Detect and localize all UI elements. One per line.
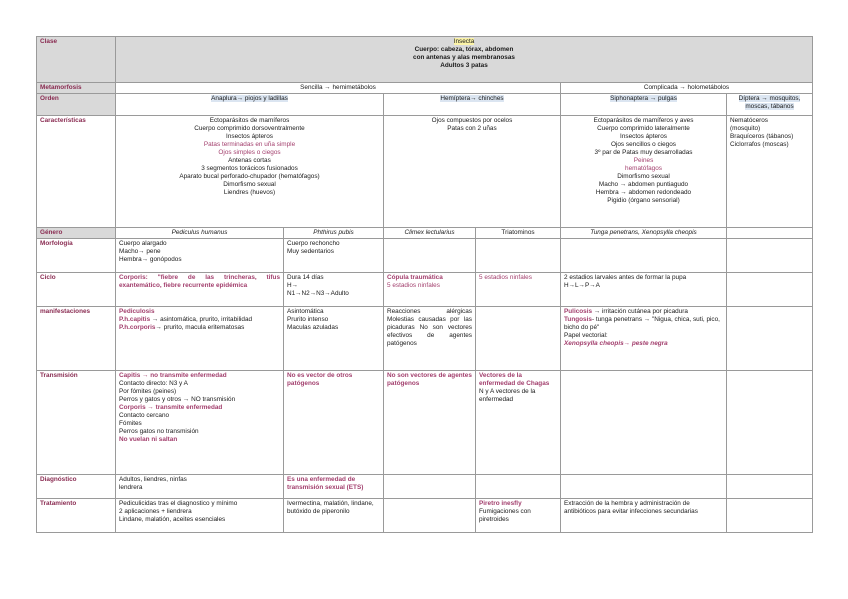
orden-anoplura: Anaplura→ piojos y ladillas <box>211 95 288 102</box>
list-line: Patas terminadas en uña simple <box>203 141 296 148</box>
list-line: H→ <box>287 282 299 289</box>
trans-triatominos <box>476 371 561 475</box>
row-transmision <box>37 371 813 475</box>
trans-capitis: Capitis → no transmite enfermedad <box>119 372 227 379</box>
orden-hemiptera: Hemíptera→ chinches <box>440 95 504 102</box>
ciclo-climex <box>384 273 476 307</box>
list-line: Pigidio (órgano sensorial) <box>607 197 680 204</box>
row-label-caracteristicas: Características <box>37 116 116 228</box>
list-line: Braquíceros (tábanos) <box>730 133 794 140</box>
list-line: Dimorfismo sexual <box>617 173 670 180</box>
manif-pulicosis-text: → irritación cutánea por picadura <box>592 308 688 315</box>
list-line: Macho → abdomen puntiagudo <box>598 181 689 188</box>
trat-tunga: Extracción de la hembra y administración de antibióticos para evitar infecciones secundarias <box>561 499 727 533</box>
clase-line2: con antenas y alas membranosas <box>413 54 515 61</box>
caract-anoplura <box>116 116 384 228</box>
ciclo-pediculus: Corporis: "fiebre de las trincheras, tifus exantemático, fiebre recurrente epidémica <box>116 273 284 307</box>
trat-pediculus <box>116 499 284 533</box>
row-label-manifestaciones: manifestaciones <box>37 307 116 371</box>
trat-piretro: Piretro inesfly <box>479 500 522 507</box>
list-line: Cuerpo alargado <box>119 240 167 247</box>
morfologia-phthirus <box>284 239 384 273</box>
list-line: Por fómites (peines) <box>119 388 177 395</box>
diag-phthirus: Es una enfermedad de transmisión sexual (ETS) <box>284 475 384 499</box>
row-label-diagnostico: Diagnóstico <box>37 475 116 499</box>
caract-siphonaptera <box>561 116 727 228</box>
metamorfosis-complicada: Complicada → holometábolos <box>561 83 813 94</box>
list-line: Ciclorrafos (moscas) <box>730 141 789 148</box>
list-line: Adultos, liendres, ninfas <box>119 476 187 483</box>
list-line: (mosquito) <box>730 125 761 132</box>
list-line: Ojos sencillos o ciegos <box>610 141 676 148</box>
row-metamorfosis <box>37 83 813 94</box>
list-line: Ojos compuestos por ocelos <box>431 117 513 124</box>
list-line: H→L→P→A <box>564 282 600 289</box>
list-line: Aparato bucal perforado-chupador (hematófagos) <box>179 173 320 180</box>
list-line: Maculas azuladas <box>287 324 339 331</box>
list-line: Dura 14 días <box>287 274 324 281</box>
list-line: Muy sedentarios <box>287 248 334 255</box>
list-line: lendrera <box>119 484 143 491</box>
list-line: Asintomática <box>287 308 324 315</box>
list-line: Ectoparásitos de mamíferos y aves <box>593 117 694 124</box>
ciclo-climex-b: 5 estadios ninfales <box>387 282 440 289</box>
row-diagnostico <box>37 475 813 499</box>
notes-table-sheet <box>36 36 812 533</box>
manif-pediculus-title: Pediculosis <box>119 308 155 315</box>
list-line: Pediculicidas tras el diagnostico y mínimo <box>119 500 238 507</box>
manif-phthirus <box>284 307 384 371</box>
clase-title: Insecta <box>453 38 475 45</box>
manif-capitis-text: → asintomática, prurito, irritabilidad <box>150 316 253 323</box>
trans-pediculus <box>116 371 284 475</box>
diag-pediculus <box>116 475 284 499</box>
row-label-clase: Clase <box>37 37 116 83</box>
list-line: Peines <box>633 157 654 164</box>
list-line: Hembra→ gonópodos <box>119 256 182 263</box>
list-line: Nematóceros <box>730 117 769 124</box>
manif-corporis-text: → prurito, macula eritematosas <box>155 324 245 331</box>
list-line: Cuerpo rechoncho <box>287 240 340 247</box>
trans-chagas: Vectores de la enfermedad de Chagas <box>479 372 550 387</box>
row-label-tratamiento: Tratamiento <box>37 499 116 533</box>
list-line: Cuerpo comprimido dorsoventralmente <box>194 125 305 132</box>
list-line: Insectos ápteros <box>620 133 667 140</box>
list-line: N1→N2→N3→Adulto <box>287 290 349 297</box>
trat-phthirus: Ivermectina, malatión, lindane, butóxido de piperonilo <box>284 499 384 533</box>
trans-phthirus: No es vector de otros patógenos <box>284 371 384 475</box>
genero-climex: Climex lectularius <box>384 228 476 239</box>
manif-pediculus <box>116 307 284 371</box>
orden-siphonaptera-cell <box>561 94 727 116</box>
row-genero <box>37 228 813 239</box>
trans-triatominos-text: N y A vectores de la enfermedad <box>479 388 536 403</box>
list-line: Contacto cercano <box>119 412 170 419</box>
trat-fumigaciones: Fumigaciones con piretroides <box>479 508 531 523</box>
manif-climex: Reacciones alérgicas Molestias causadas por las picaduras No son vectores efectivos de agentes patógenos <box>384 307 476 371</box>
list-line: Insectos ápteros <box>226 133 273 140</box>
ciclo-tunga <box>561 273 727 307</box>
orden-siphonaptera: Siphonaptera → pulgas <box>610 95 677 102</box>
orden-anoplura-cell <box>116 94 384 116</box>
ciclo-phthirus <box>284 273 384 307</box>
genero-phthirus: Phthirus pubis <box>284 228 384 239</box>
trans-climex: No son vectores de agentes patógenos <box>384 371 476 475</box>
list-line: Macho→ pene <box>119 248 161 255</box>
manif-tungosis-text: - tunga penetrans → "Nigua, chica, suti, pico, bicho do pé" <box>564 316 720 331</box>
manif-tunga <box>561 307 727 371</box>
row-tratamiento <box>37 499 813 533</box>
list-line: Fómites <box>119 420 142 427</box>
row-label-transmision: Transmisión <box>37 371 116 475</box>
list-line: 3º par de Patas muy desarrolladas <box>594 149 693 156</box>
row-clase <box>37 37 813 83</box>
list-line: 2 estadios larvales antes de formar la pupa <box>564 274 687 281</box>
insecta-table <box>36 36 813 533</box>
list-line: Dimorfismo sexual <box>223 181 276 188</box>
caract-hemiptera <box>384 116 561 228</box>
genero-triatominos: Triatominos <box>476 228 561 239</box>
manif-corporis-head: P.h.corporis <box>119 324 156 331</box>
list-line: Perros y gatos y otros → NO transmisión <box>119 396 236 403</box>
list-line: Cuerpo comprimido lateralmente <box>597 125 690 132</box>
manif-xenopsylla: Xenopsylla cheopis→ peste negra <box>564 340 668 347</box>
clase-cell <box>116 37 813 83</box>
ciclo-climex-a: Cópula traumática <box>387 274 443 281</box>
manif-pulicosis-head: Pulicosis <box>564 308 593 315</box>
trans-corporis: Corporis → transmite enfermedad <box>119 404 223 411</box>
row-morfologia <box>37 239 813 273</box>
list-line: Contacto directo: N3 y A <box>119 380 188 387</box>
manif-tungosis-head: Tungosis <box>564 316 592 323</box>
row-orden <box>37 94 813 116</box>
clase-line3: Adultos 3 patas <box>440 62 488 69</box>
manif-papel-vectorial: Papel vectorial: <box>564 332 608 339</box>
manif-capitis-head: P.h.capitis <box>119 316 151 323</box>
genero-tunga: Tunga penetrans, Xenopsylla cheopis <box>561 228 727 239</box>
list-line: Perros gatos no transmisión <box>119 428 199 435</box>
caract-diptera <box>727 116 813 228</box>
list-line: Ectoparásitos de mamíferos <box>209 117 290 124</box>
row-label-genero: Género <box>37 228 116 239</box>
list-line: Liendres (huevos) <box>223 189 276 196</box>
row-manifestaciones <box>37 307 813 371</box>
list-line: Prurito intenso <box>287 316 329 323</box>
ciclo-triatominos: 5 estadios ninfales <box>476 273 561 307</box>
orden-hemiptera-cell <box>384 94 561 116</box>
trans-lines2 <box>119 412 280 436</box>
list-line: Patas con 2 uñas <box>447 125 497 132</box>
row-caracteristicas <box>37 116 813 228</box>
list-line: Ojos simples o ciegos <box>218 149 281 156</box>
trans-lines1 <box>119 380 280 404</box>
row-label-orden: Orden <box>37 94 116 116</box>
row-label-ciclo: Ciclo <box>37 273 116 307</box>
list-line: Antenas cortas <box>228 157 271 164</box>
list-line: Lindane, malatión, aceites esenciales <box>119 516 226 523</box>
genero-pediculus: Pediculus humanus <box>116 228 284 239</box>
trat-triatominos <box>476 499 561 533</box>
list-line: hematófagos <box>625 165 662 172</box>
orden-diptera-cell <box>727 94 813 116</box>
list-line: 3 segmentos torácicos fusionados <box>201 165 298 172</box>
trans-no-vuelan: No vuelan ni saltan <box>119 436 178 443</box>
clase-line1: Cuerpo: cabeza, tórax, abdomen <box>414 46 514 53</box>
metamorfosis-sencilla: Sencilla → hemimetábolos <box>116 83 561 94</box>
list-line: Hembra → abdomen redondeado <box>595 189 692 196</box>
morfologia-pediculus <box>116 239 284 273</box>
row-ciclo <box>37 273 813 307</box>
list-line: 2 aplicaciones + liendrera <box>119 508 192 515</box>
row-label-metamorfosis: Metamorfosis <box>37 83 116 94</box>
row-label-morfologia: Morfología <box>37 239 116 273</box>
orden-diptera: Díptera → mosquitos, moscas, tábanos <box>738 95 801 110</box>
genero-empty <box>727 228 813 239</box>
